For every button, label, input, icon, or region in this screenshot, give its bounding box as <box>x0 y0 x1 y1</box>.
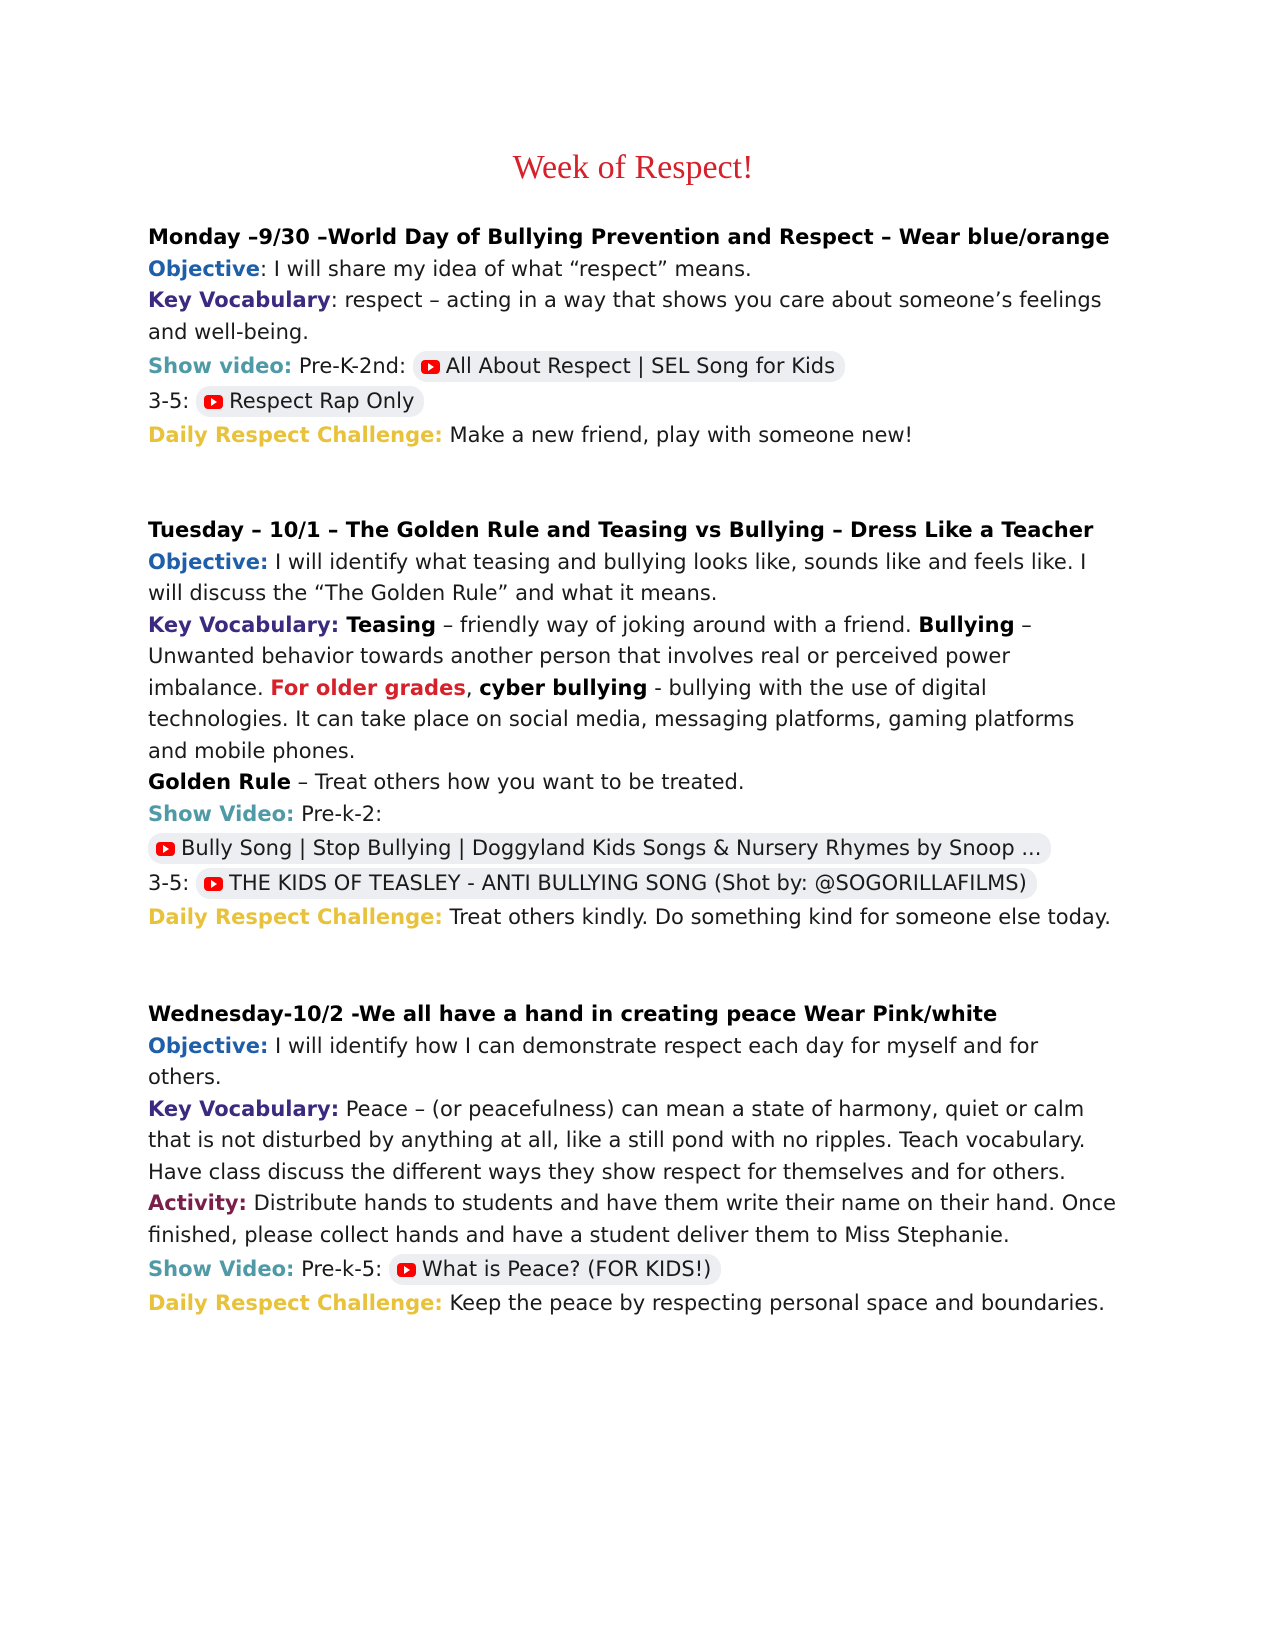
video-link-chip[interactable] <box>148 833 1051 864</box>
objective-text: I will identify what teasing and bullying looks like, sounds like and feels like. I will discuss the “The Golden Rule” and what it means. <box>148 549 1087 605</box>
term-golden-rule: Golden Rule <box>148 770 291 794</box>
wednesday-objective <box>148 1031 1118 1094</box>
video-grade-prefix: 3-5: <box>148 871 197 895</box>
video-grade-prefix: 3-5: <box>148 389 197 413</box>
youtube-icon <box>397 1263 416 1277</box>
monday-challenge <box>148 420 1118 452</box>
challenge-text: Treat others kindly. Do something kind for someone else today. <box>442 905 1111 929</box>
tuesday-video-line-1 <box>148 832 1118 865</box>
vocabulary-label: Key Vocabulary: <box>148 612 340 637</box>
wednesday-video-line-1 <box>148 1253 1118 1286</box>
challenge-label: Daily Respect Challenge: <box>148 1291 443 1315</box>
video-link-title: Respect Rap Only <box>229 389 415 413</box>
video-link-chip[interactable] <box>389 1254 721 1285</box>
activity-text: Distribute hands to students and have them write their name on their hand. Once finished, please collect hands and have a student deliver them to Miss Stephanie. <box>148 1191 1117 1247</box>
monday-vocabulary <box>148 285 1118 348</box>
monday-video-line-1 <box>148 350 1118 383</box>
video-grade-prefix: Pre-K-2nd: <box>292 354 413 378</box>
video-link-chip[interactable] <box>196 868 1037 899</box>
video-link-title: Bully Song | Stop Bullying | Doggyland Kids Songs & Nursery Rhymes by Snoop ... <box>181 836 1042 860</box>
vocabulary-label: Key Vocabulary: <box>148 1096 340 1121</box>
video-grade-prefix: Pre-k-2: <box>294 801 383 826</box>
objective-label: Objective: <box>148 1033 269 1058</box>
challenge-label: Daily Respect Challenge: <box>148 905 443 929</box>
tuesday-golden-rule <box>148 767 1118 799</box>
objective-text: I will identify how I can demonstrate respect each day for myself and for others. <box>148 1033 1039 1089</box>
video-grade-prefix: Pre-k-5: <box>294 1257 389 1281</box>
show-video-label: Show Video: <box>148 1257 295 1281</box>
challenge-label: Daily Respect Challenge: <box>148 423 443 447</box>
monday-video-line-2 <box>148 385 1118 418</box>
tuesday-video-line-2 <box>148 867 1118 900</box>
video-link-chip[interactable] <box>196 386 424 417</box>
wednesday-activity <box>148 1188 1118 1251</box>
wednesday-challenge <box>148 1288 1118 1320</box>
youtube-icon <box>421 360 440 374</box>
vocabulary-label: Key Vocabulary <box>148 288 331 312</box>
youtube-icon <box>204 877 223 891</box>
activity-label: Activity: <box>148 1191 247 1215</box>
vocabulary-text: : respect – acting in a way that shows you care about someone’s feelings and well-being. <box>148 288 1102 344</box>
show-video-label: Show Video: <box>148 801 295 826</box>
term-bullying: Bullying <box>918 612 1015 637</box>
tuesday-vocabulary <box>148 610 1118 768</box>
video-link-chip[interactable] <box>413 351 845 382</box>
wednesday-heading: Wednesday-10/2 -We all have a hand in creating peace Wear Pink/white <box>148 1002 998 1026</box>
separator-comma: , <box>465 675 480 700</box>
wednesday-vocabulary <box>148 1094 1118 1189</box>
objective-text: : I will share my idea of what “respect” means. <box>259 256 752 281</box>
page-title: Week of Respect! <box>512 149 754 186</box>
youtube-icon <box>156 842 175 856</box>
vocabulary-text: Peace – (or peacefulness) can mean a state of harmony, quiet or calm that is not disturbed by anything at all, like a still pond with no ripples. Teach vocabulary. Have class discuss the different ways they show respect for themselves and for others. <box>148 1096 1086 1184</box>
tuesday-heading: Tuesday – 10/1 – The Golden Rule and Teasing vs Bullying – Dress Like a Teacher <box>148 518 1094 542</box>
wednesday-section <box>148 999 1118 1320</box>
challenge-text: Keep the peace by respecting personal space and boundaries. <box>442 1291 1105 1315</box>
video-link-title: THE KIDS OF TEASLEY - ANTI BULLYING SONG (Shot by: @SOGORILLAFILMS) <box>229 871 1027 895</box>
term-teasing: Teasing <box>339 612 437 637</box>
monday-section <box>148 222 1118 452</box>
tuesday-objective <box>148 547 1118 610</box>
golden-rule-definition: – Treat others how you want to be treated. <box>290 770 745 794</box>
video-link-title: What is Peace? (FOR KIDS!) <box>421 1257 712 1281</box>
tuesday-section <box>148 515 1118 934</box>
objective-label: Objective: <box>148 549 269 574</box>
video-link-title: All About Respect | SEL Song for Kids <box>445 354 836 378</box>
challenge-text: Make a new friend, play with someone new! <box>442 423 913 447</box>
show-video-label: Show video: <box>148 354 293 378</box>
tuesday-video-header <box>148 799 1118 831</box>
bullying-definition: – Unwanted behavior towards another person that involves real or perceived power imbalance. <box>148 612 1032 700</box>
monday-objective <box>148 254 1118 286</box>
youtube-icon <box>204 395 223 409</box>
teasing-definition: – friendly way of joking around with a friend. <box>436 612 919 637</box>
objective-label: Objective <box>148 256 260 281</box>
older-grades-note: For older grades <box>270 675 466 700</box>
tuesday-challenge <box>148 902 1118 934</box>
term-cyber-bullying: cyber bullying <box>479 675 648 700</box>
monday-heading: Monday –9/30 –World Day of Bullying Prevention and Respect – Wear blue/orange <box>148 225 1110 249</box>
cyber-bullying-definition: - bullying with the use of digital technologies. It can take place on social media, messaging platforms, gaming platforms and mobile phones. <box>148 675 1075 763</box>
